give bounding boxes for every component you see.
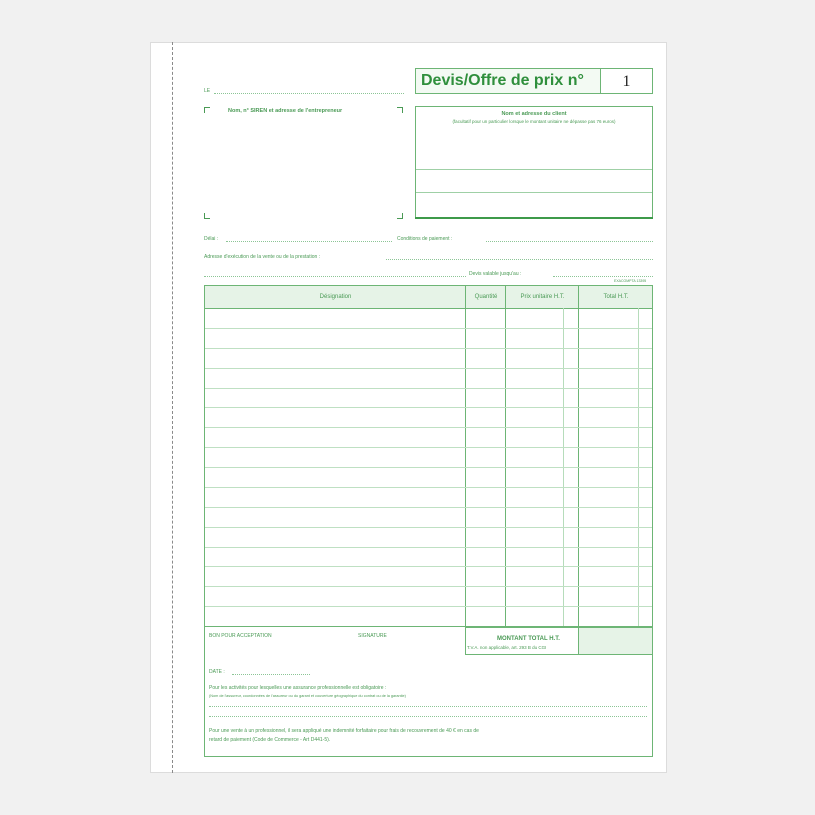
delai-label: Délai : (204, 236, 219, 242)
column-divider (465, 286, 466, 626)
bon-label: BON POUR ACCEPTATION (209, 633, 272, 639)
client-line (416, 192, 652, 193)
column-divider (578, 286, 579, 626)
table-row-line (205, 586, 652, 587)
assurance-line (209, 706, 647, 707)
corner-mark (204, 213, 210, 219)
table-row-line (205, 527, 652, 528)
form-title: Devis/Offre de prix n° (421, 72, 584, 89)
conditions-label: Conditions de paiement : (397, 236, 453, 242)
ref-code: EXACOMPTA 13395 (614, 279, 647, 283)
corner-mark (397, 213, 403, 219)
conditions-line (486, 241, 653, 242)
adresse-line (386, 259, 653, 260)
tva-note: T.V.A. non applicable, art. 293 B du CGI (467, 645, 547, 650)
table-row-line (205, 566, 652, 567)
table-row-line (205, 328, 652, 329)
table-row-line (205, 427, 652, 428)
table-header (205, 286, 652, 309)
table-row-line (205, 447, 652, 448)
assurance-text: Pour les activités pour lesquelles une assurance professionnelle est obligatoire : (209, 685, 387, 691)
client-bottom-rule (415, 217, 653, 219)
assurance-line (209, 716, 647, 717)
valable-line (553, 276, 653, 277)
table-row-line (205, 407, 652, 408)
client-line (416, 169, 652, 170)
corner-mark (204, 107, 210, 113)
indemnite-text-2: retard de paiement (Code de Commerce - Art D441-5). (209, 737, 331, 743)
table-row-line (205, 547, 652, 548)
adresse-label: Adresse d'exécution de la vente ou de la prestation : (204, 254, 321, 260)
table-row-line (205, 507, 652, 508)
signature-label: SIGNATURE (358, 633, 387, 639)
header-prix-unitaire: Prix unitaire H.T. (520, 294, 565, 300)
table-row-line (205, 348, 652, 349)
column-divider (505, 286, 506, 626)
le-line (214, 93, 404, 94)
entrepreneur-label: Nom, n° SIREN et adresse de l'entrepreneur (228, 108, 343, 114)
valable-label: Devis valable jusqu'au : (469, 271, 522, 277)
date-line (232, 674, 310, 675)
total-amount-field[interactable] (578, 627, 653, 655)
table-row-line (205, 467, 652, 468)
assurance-detail: (Nom de l'assureur, coordonnées de l'assureur ou du garant et couverture géographique du contrat ou de la garantie) (209, 694, 406, 698)
perforation-line (172, 42, 173, 773)
header-total: Total H.T. (603, 294, 629, 300)
form-number: 1 (600, 68, 653, 94)
le-label: LE (204, 88, 211, 94)
client-note: (facultatif pour un particulier lorsque le montant unitaire ne dépasse pas 76 euros) (452, 119, 616, 124)
items-table (204, 285, 653, 627)
adresse-line-2 (204, 276, 466, 277)
table-row-line (205, 606, 652, 607)
header-quantite: Quantité (474, 294, 498, 300)
header-designation: Désignation (319, 294, 352, 300)
table-row-line (205, 388, 652, 389)
client-title: Nom et adresse du client (501, 111, 567, 117)
table-row-line (205, 368, 652, 369)
indemnite-text-1: Pour une vente à un professionnel, il sera appliqué une indemnité forfaitaire pour frais de recouvrement de 40 € en cas de (209, 728, 479, 734)
corner-mark (397, 107, 403, 113)
client-box (415, 106, 653, 218)
title-box (415, 68, 601, 94)
date-label: DATE : (209, 669, 225, 675)
delai-line (226, 241, 392, 242)
total-label: MONTANT TOTAL H.T. (497, 636, 560, 642)
table-row-line (205, 487, 652, 488)
